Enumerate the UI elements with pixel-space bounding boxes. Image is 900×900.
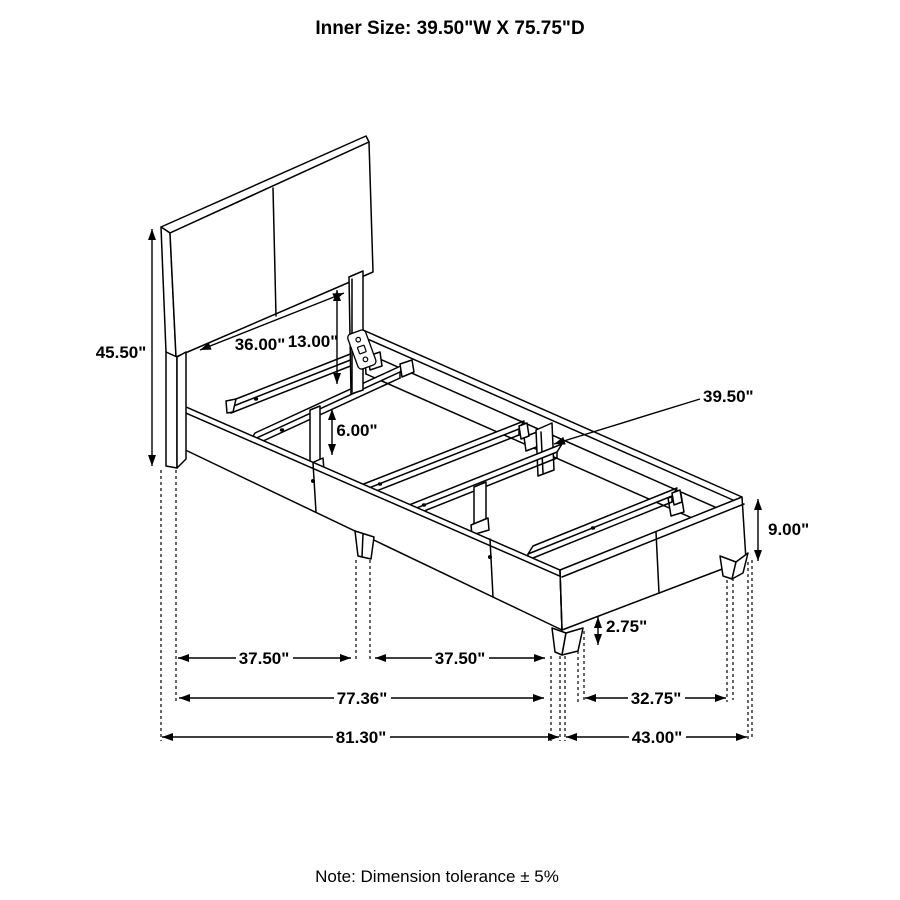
foot-rail <box>560 497 746 630</box>
slat-b-end-tab <box>400 360 414 377</box>
slat-a <box>226 351 358 413</box>
dim-overall-width: 43.00" <box>631 728 683 747</box>
headboard-left-leg <box>166 352 186 468</box>
dim-overall-length: 81.30" <box>335 728 387 747</box>
dim-headboard-gap: 13.00" <box>287 332 339 351</box>
bed-frame-drawing <box>161 136 748 655</box>
diagram-title: Inner Size: 39.50"W X 75.75"D <box>315 18 585 39</box>
slat-c2-center-leg <box>471 482 489 535</box>
front-corner-leg <box>552 628 583 655</box>
dim-frame-length: 77.36" <box>336 689 388 708</box>
dim-rail-segment-back: 37.50" <box>434 649 486 668</box>
dim-headboard-height: 45.50" <box>95 343 147 362</box>
slat-c1 <box>351 421 529 501</box>
dim-center-leg-height: 6.00" <box>336 421 378 440</box>
dim-foot-inner-width: 32.75" <box>630 689 682 708</box>
dim-inner-width-callout: 39.50" <box>703 387 754 406</box>
dim-rail-segment-front: 37.50" <box>238 649 290 668</box>
dim-foot-leg-height: 2.75" <box>606 617 648 636</box>
tolerance-note: Note: Dimension tolerance ± 5% <box>315 867 559 886</box>
headboard-panel <box>170 142 373 357</box>
dim-panel-width: 36.00" <box>234 335 286 354</box>
dim-frame-height: 9.00" <box>768 520 810 539</box>
